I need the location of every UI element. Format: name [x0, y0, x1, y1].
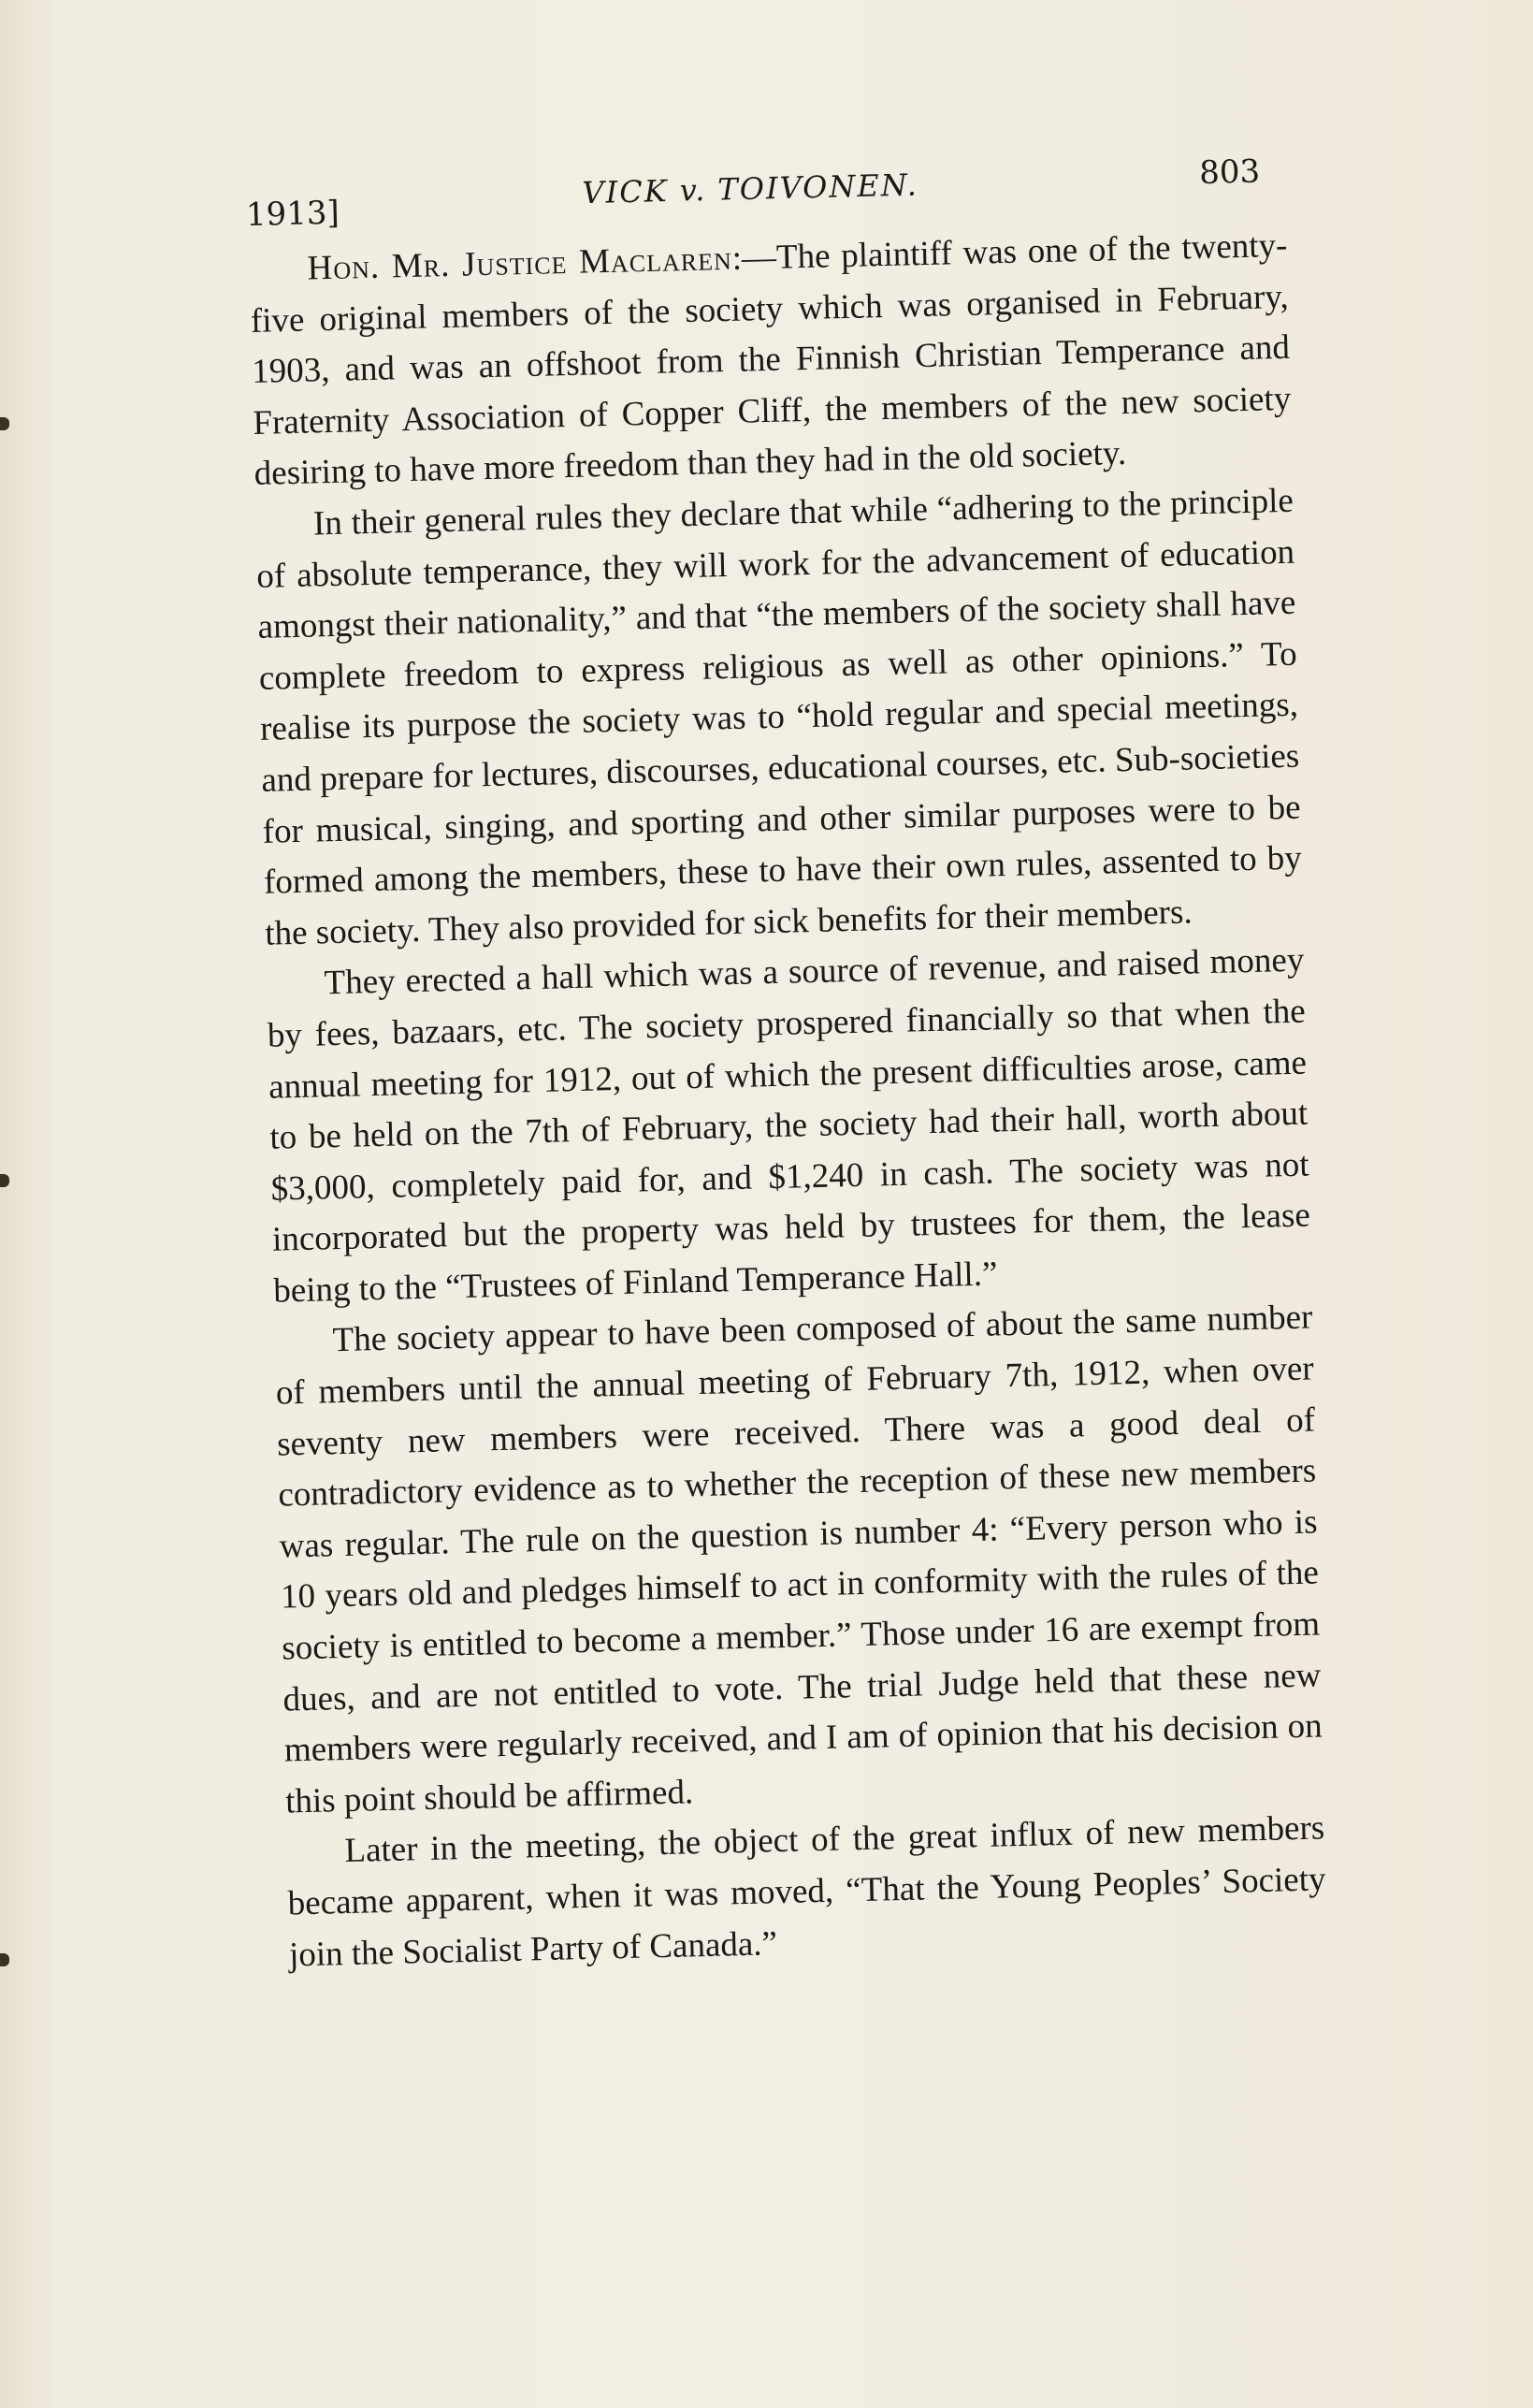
binding-mark [0, 417, 9, 430]
judgment-text [249, 221, 1327, 1981]
header-case-title: VICK v. TOIVONEN. [582, 167, 919, 211]
header-year: 1913] [245, 194, 340, 234]
paragraph-text: :—The plaintiff was one of the twenty-five original members of the society which was organised in February, 1903, and was an offshoot from the Finnish Christian Temperance and Fraternity Association of Copper Cliff, the members of the new society desiring to have more freedom than they had in the old society. [250, 225, 1292, 494]
speaker-name: Hon. Mr. Justice Maclaren [307, 239, 733, 288]
binding-mark [0, 1953, 9, 1966]
paragraph: They erected a hall which was a source of revenue, and raised money by fees, bazaars, etc. The society prospered financially so that when the annual meeting for 1912, out of which the present difficulties arose, came to be held on the 7th of February, the society had their hall, worth about $3,000, completely paid for, and $1,240 in cash. The society was not incorporated but the property was held by trustees for them, the lease being to the “Trustees of Finland Temperance Hall.” [267, 940, 1311, 1311]
binding-mark [0, 1174, 9, 1187]
paragraph: Later in the meeting, the object of the great influx of new members became apparent, when it was moved, “That the Young Peoples’ Society join the Socialist Party of Canada.” [287, 1808, 1326, 1975]
paragraph: In their general rules they declare that while “adhering to the principle of absolute temperance, they will work for the advancement of education amongst their nationality,” and that “the members of the society shall have complete freedom to express religious as well as other opinions.” To realise its purpose the society was to “hold regular and special meetings, and prepare for lectures, discourses, educational courses, etc. Sub-societies for musical, singing, and sporting and other similar purposes were to be formed among the members, these to have their own rules, assented to by the society. They also provided for sick benefits for their members. [255, 481, 1303, 953]
paragraph: The society appear to have been composed of about the same number of members until the annual meeting of February 7th, 1912, when over seventy new members were received. There was a good deal of contradictory evidence as to whether the reception of these new members was regular. The rule on the question is number 4: “Every person who is 10 years old and pledges himself to act in conformity with the rules of the society is entitled to become a member.” Those under 16 are exempt from dues, and are not entitled to vote. The trial Judge held that these new members were regularly received, and I am of opinion that his decision on this point should be affirmed. [275, 1298, 1323, 1821]
paragraph [249, 221, 1293, 500]
page-number: 803 [1198, 152, 1261, 193]
